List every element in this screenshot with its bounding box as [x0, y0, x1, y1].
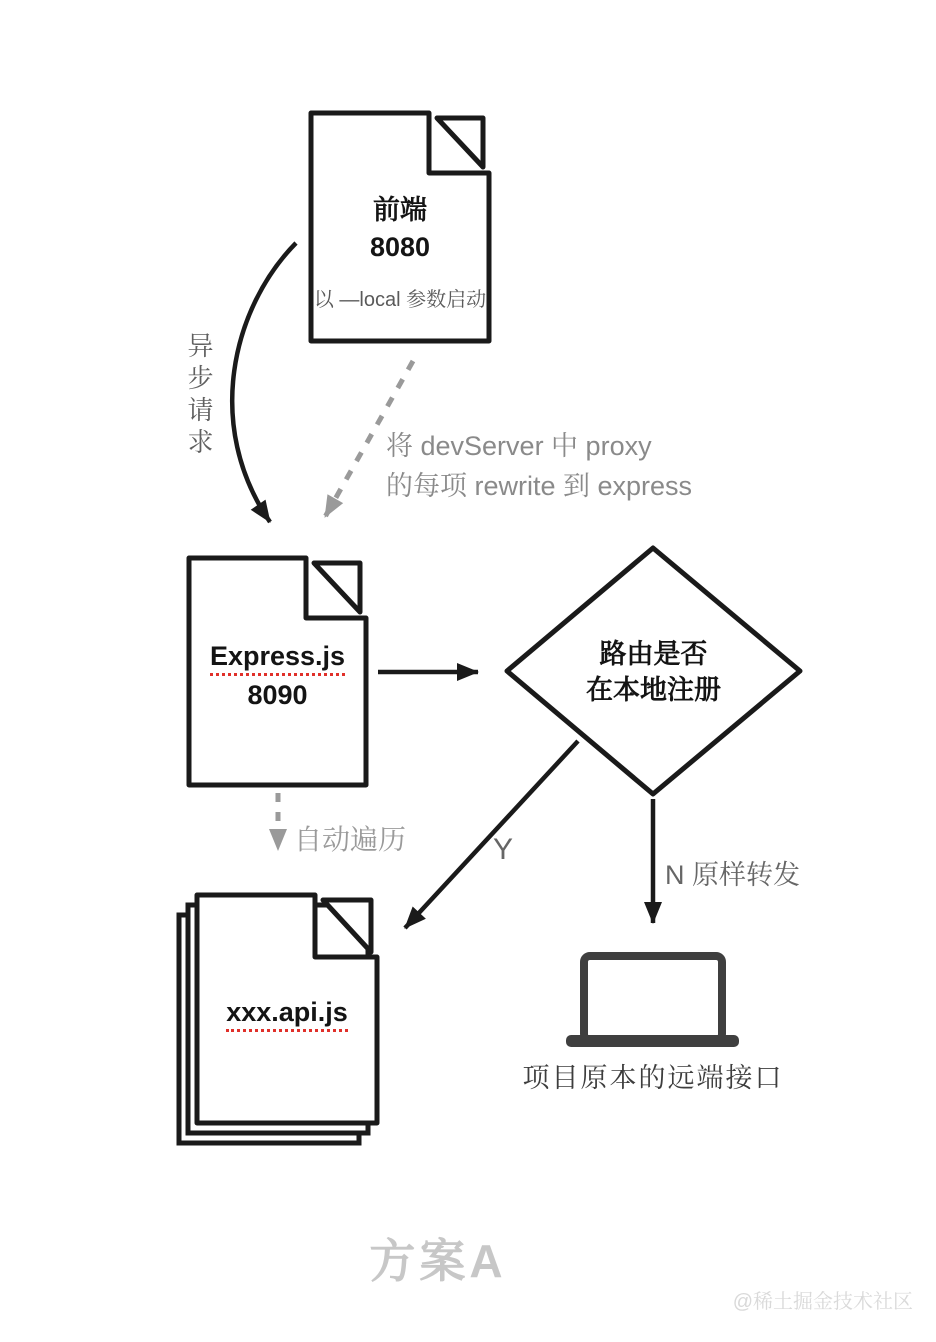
frontend-doc-port: 8080: [369, 232, 431, 262]
no-label: N 原样转发: [665, 860, 800, 890]
plan-title: 方案A: [369, 1235, 507, 1287]
express-doc-name: Express.js: [189, 643, 366, 670]
express-doc-port: 8090: [247, 680, 308, 710]
yes-label: Y: [493, 833, 514, 866]
laptop-icon: [566, 956, 739, 1047]
rewrite-label-line1: 将 devServer 中 proxy: [386, 431, 652, 461]
remote-endpoint-caption: 项目原本的远端接口: [522, 1063, 784, 1093]
async-request-arrow: [232, 243, 296, 522]
decision-label-line1: 路由是否: [599, 639, 708, 669]
watermark: @稀土掘金技术社区: [732, 1291, 913, 1313]
async-request-label: 异步请求: [184, 332, 214, 460]
rewrite-label-line2: 的每项 rewrite 到 express: [386, 471, 693, 501]
auto-traverse-label: 自动遍历: [294, 824, 407, 855]
api-stack-name: xxx.api.js: [197, 999, 377, 1026]
decision-label-line2: 在本地注册: [586, 675, 721, 705]
rewrite-label: [386, 426, 692, 506]
fold-corner-icon: [437, 118, 483, 167]
frontend-doc-name: 前端: [373, 195, 427, 225]
yes-arrow: [405, 741, 578, 928]
decision-diamond: [507, 548, 800, 794]
frontend-doc-note: 以 —local 参数启动: [313, 289, 487, 311]
fold-corner-icon: [314, 563, 360, 612]
